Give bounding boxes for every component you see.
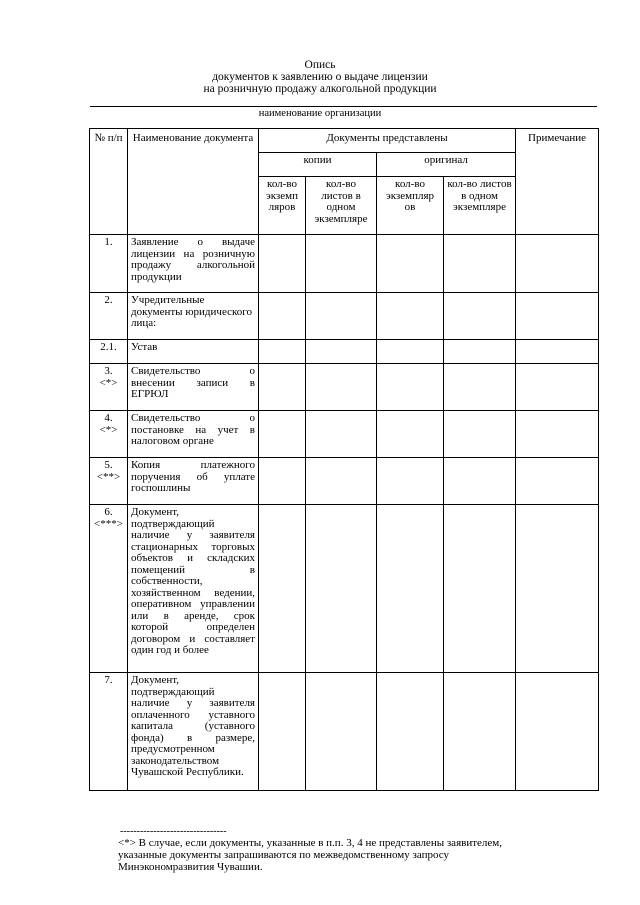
cell-empty[interactable] (306, 411, 377, 458)
cell-empty[interactable] (444, 458, 516, 505)
cell-empty[interactable] (259, 458, 306, 505)
row-doc-name: Устав (128, 340, 259, 364)
cell-empty[interactable] (259, 340, 306, 364)
cell-empty[interactable] (306, 364, 377, 411)
cell-empty[interactable] (259, 411, 306, 458)
row-doc-name: Свидетельство о внесении записи в ЕГРЮЛ (128, 364, 259, 411)
cell-empty[interactable] (444, 235, 516, 293)
cell-empty[interactable] (259, 293, 306, 340)
header-original: оригинал (377, 153, 516, 177)
cell-empty[interactable] (444, 505, 516, 673)
cell-empty[interactable] (259, 235, 306, 293)
cell-empty[interactable] (259, 673, 306, 791)
cell-empty[interactable] (444, 293, 516, 340)
cell-empty[interactable] (306, 340, 377, 364)
cell-empty[interactable] (259, 505, 306, 673)
cell-empty[interactable] (377, 458, 444, 505)
table-row (90, 411, 599, 458)
row-doc-name: Документ, подтверждающий наличие у заявителя оплаченного уставного капитала (уставного фонда) в размере, предусмотренном законодательством Чувашской Республики. (128, 673, 259, 791)
footnote-line-3: Минэкономразвития Чувашии. (118, 861, 263, 873)
cell-empty[interactable] (377, 673, 444, 791)
footnote-line-2: указанные документы запрашиваются по межведомственному запросу (118, 849, 449, 861)
org-name-caption: наименование организации (258, 108, 382, 119)
cell-empty[interactable] (444, 673, 516, 791)
footnote-separator: -------------------------------- (120, 826, 227, 837)
doc-title: Опись (304, 59, 336, 71)
cell-empty[interactable] (377, 411, 444, 458)
row-num: 3. <*> (90, 364, 128, 411)
header-docs-submitted: Документы представлены (259, 129, 516, 153)
cell-empty[interactable] (377, 235, 444, 293)
cell-empty[interactable] (306, 293, 377, 340)
inventory-table (89, 128, 599, 791)
cell-empty[interactable] (444, 411, 516, 458)
header-orig-count: кол-во экземпляр ов (377, 177, 444, 235)
header-copies-sheets: кол-во листов в одном экземпляре (306, 177, 377, 235)
doc-subtitle-1: документов к заявлению о выдаче лицензии (212, 71, 428, 83)
org-name-line (90, 106, 597, 107)
table-row (90, 293, 599, 340)
header-num: № п/п (90, 129, 128, 235)
cell-empty[interactable] (516, 340, 599, 364)
row-doc-name: Заявление о выдаче лицензии на розничную продажу алкогольной продукции (128, 235, 259, 293)
cell-empty[interactable] (516, 458, 599, 505)
header-orig-sheets: кол-во листов в одном экземпляре (444, 177, 516, 235)
row-num: 7. (90, 673, 128, 791)
cell-empty[interactable] (516, 364, 599, 411)
row-num: 6. <***> (90, 505, 128, 673)
row-doc-name: Свидетельство о постановке на учет в налоговом органе (128, 411, 259, 458)
row-num: 5. <**> (90, 458, 128, 505)
row-num: 2.1. (90, 340, 128, 364)
header-doc-name: Наименование документа (128, 129, 259, 235)
cell-empty[interactable] (444, 340, 516, 364)
doc-subtitle-2: на розничную продажу алкогольной продукции (203, 83, 437, 95)
cell-empty[interactable] (306, 505, 377, 673)
cell-empty[interactable] (259, 364, 306, 411)
table-row (90, 673, 599, 791)
row-num: 4. <*> (90, 411, 128, 458)
row-doc-name: Документ, подтверждающий наличие у заявителя стационарных торговых объектов и складских помещений в собственности, хозяйственном ведении, оперативном управлении или в аренде, срок которой определен договором и составляет один год и более (128, 505, 259, 673)
row-doc-name: Учредительные документы юридического лица: (128, 293, 259, 340)
cell-empty[interactable] (377, 340, 444, 364)
cell-empty[interactable] (516, 673, 599, 791)
cell-empty[interactable] (377, 364, 444, 411)
cell-empty[interactable] (306, 235, 377, 293)
cell-empty[interactable] (444, 364, 516, 411)
table-row (90, 340, 599, 364)
header-copies: копии (259, 153, 377, 177)
header-copies-count: кол-во экземп ляров (259, 177, 306, 235)
footnote-line-1: <*> В случае, если документы, указанные в п.п. 3, 4 не представлены заявителем, (118, 837, 502, 849)
table-row (90, 235, 599, 293)
cell-empty[interactable] (306, 673, 377, 791)
row-num: 1. (90, 235, 128, 293)
row-num: 2. (90, 293, 128, 340)
cell-empty[interactable] (306, 458, 377, 505)
cell-empty[interactable] (516, 293, 599, 340)
header-note: Примечание (516, 129, 599, 235)
table-row (90, 364, 599, 411)
cell-empty[interactable] (516, 505, 599, 673)
table-row (90, 505, 599, 673)
table-row (90, 458, 599, 505)
cell-empty[interactable] (516, 235, 599, 293)
cell-empty[interactable] (377, 293, 444, 340)
cell-empty[interactable] (516, 411, 599, 458)
cell-empty[interactable] (377, 505, 444, 673)
row-doc-name: Копия платежного поручения об уплате госпошлины (128, 458, 259, 505)
